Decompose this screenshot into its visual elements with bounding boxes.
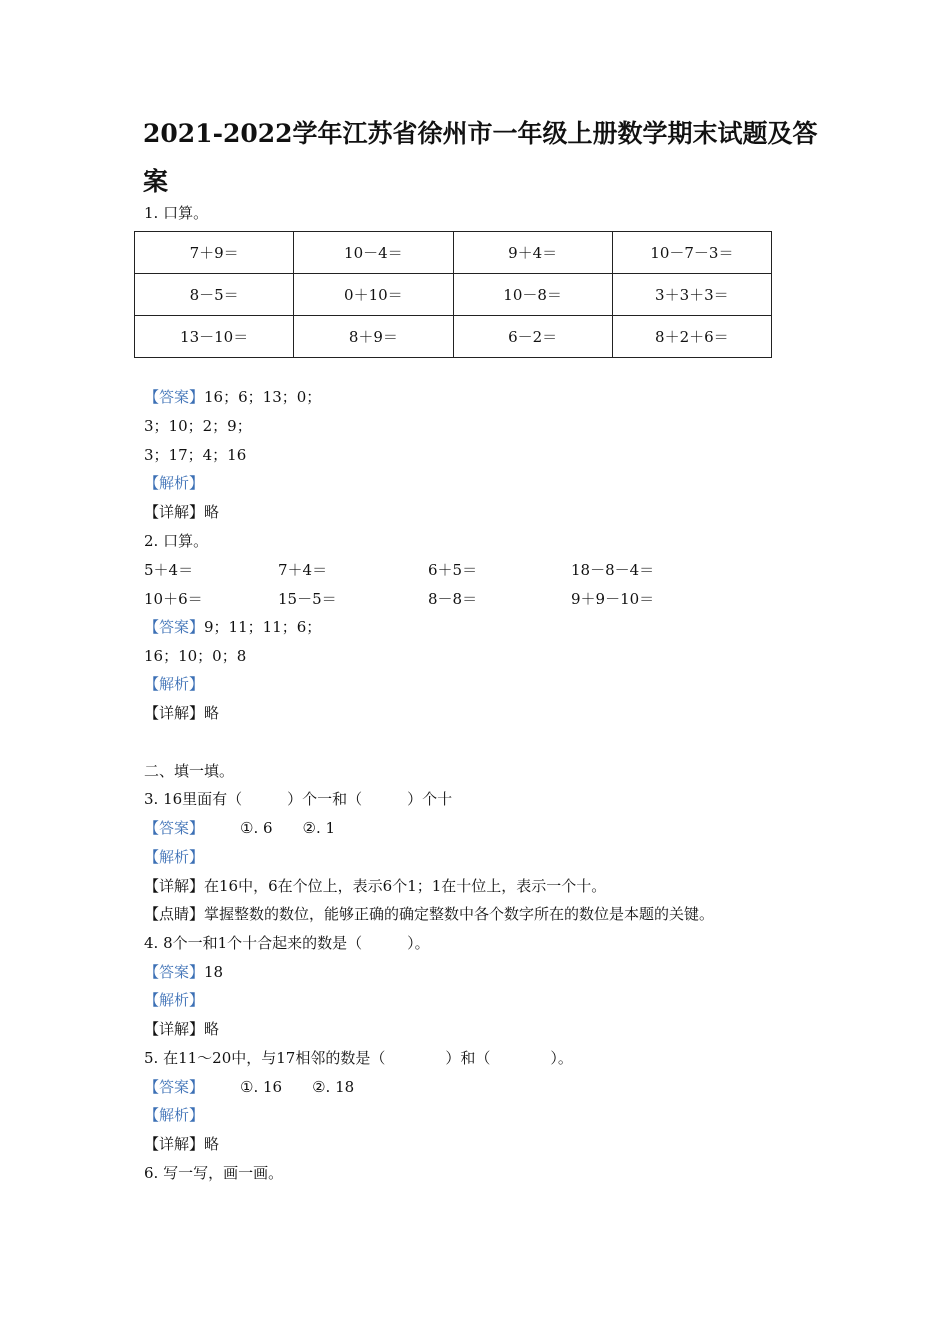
answer-tag: 【答案】 <box>144 388 205 406</box>
answer-tag: 【答案】 <box>144 618 205 636</box>
tip-text: 掌握整数的数位，能够正确的确定整数中各个数字所在的数位是本题的关键。 <box>204 905 715 923</box>
q5-answer <box>144 1077 354 1097</box>
detail-text: 略 <box>204 1020 220 1038</box>
answer-tag: 【答案】 <box>144 963 205 981</box>
q3-label: 3. 16里面有（ ）个一和（ ）个十 <box>144 790 453 808</box>
q1-answer-line3: 3；17；4；16 <box>144 446 247 464</box>
answer-text: ①. 16 ②. 18 <box>240 1078 355 1096</box>
q2-label: 2. 口算。 <box>144 532 209 550</box>
q2-expression: 7＋4＝ <box>278 561 328 579</box>
q2-expression: 5＋4＝ <box>144 561 194 579</box>
table-cell: 3＋3＋3＝ <box>612 274 771 316</box>
q2-row-1 <box>144 560 784 580</box>
q1-analysis-tag: 【解析】 <box>144 474 205 492</box>
q1-detail <box>144 502 219 522</box>
q2-expression: 10＋6＝ <box>144 590 203 608</box>
table-row <box>135 274 772 316</box>
q2-answer <box>144 617 321 637</box>
detail-tag: 【详解】 <box>144 877 205 895</box>
q4-detail <box>144 1019 219 1039</box>
table-cell: 10－7－3＝ <box>612 232 771 274</box>
detail-tag: 【详解】 <box>144 1020 205 1038</box>
q5-detail <box>144 1134 219 1154</box>
detail-text: 略 <box>204 503 220 521</box>
q4-label: 4. 8个一和1个十合起来的数是（ ）。 <box>144 934 430 952</box>
q2-expression: 18－8－4＝ <box>571 561 655 579</box>
q3-analysis-tag: 【解析】 <box>144 848 205 866</box>
q4-analysis-tag: 【解析】 <box>144 991 205 1009</box>
table-row <box>135 232 772 274</box>
detail-tag: 【详解】 <box>144 1135 205 1153</box>
q3-answer <box>144 818 335 838</box>
q3-tip <box>144 904 714 924</box>
q1-label: 1. 口算。 <box>144 204 209 222</box>
q5-label: 5. 在11～20中，与17相邻的数是（ ）和（ ）。 <box>144 1049 573 1067</box>
table-cell: 10－8＝ <box>453 274 612 316</box>
answer-text: 16；6；13；0； <box>204 388 322 406</box>
q2-expression: 9＋9－10＝ <box>571 590 655 608</box>
detail-tag: 【详解】 <box>144 704 205 722</box>
q2-expression: 15－5＝ <box>278 590 337 608</box>
q2-expression: 6＋5＝ <box>428 561 478 579</box>
table-cell: 7＋9＝ <box>135 232 294 274</box>
table-cell: 8－5＝ <box>135 274 294 316</box>
q1-calc-table <box>134 231 772 358</box>
table-cell: 10－4＝ <box>294 232 453 274</box>
q1-answer <box>144 387 321 407</box>
answer-text: ①. 6 ②. 1 <box>240 819 336 837</box>
q2-expression: 8－8＝ <box>428 590 478 608</box>
q2-answer-line2: 16；10；0；8 <box>144 647 247 665</box>
detail-text: 在16中，6在个位上，表示6个1；1在十位上，表示一个十。 <box>204 877 607 895</box>
q6-label: 6. 写一写，画一画。 <box>144 1164 284 1182</box>
table-cell: 6－2＝ <box>453 316 612 358</box>
table-cell: 13－10＝ <box>135 316 294 358</box>
detail-text: 略 <box>204 1135 220 1153</box>
q2-row-2 <box>144 589 784 609</box>
q5-analysis-tag: 【解析】 <box>144 1106 205 1124</box>
document-title: 2021-2022学年江苏省徐州市一年级上册数学期末试题及答案 <box>143 119 818 196</box>
q1-answer-line2: 3；10；2；9； <box>144 417 252 435</box>
q4-answer <box>144 962 223 982</box>
answer-tag: 【答案】 <box>144 819 205 837</box>
table-cell: 0＋10＝ <box>294 274 453 316</box>
q2-analysis-tag: 【解析】 <box>144 675 205 693</box>
table-cell: 8＋9＝ <box>294 316 453 358</box>
answer-text: 18 <box>204 963 224 981</box>
answer-tag: 【答案】 <box>144 1078 205 1096</box>
q3-detail <box>144 876 606 896</box>
table-cell: 8＋2＋6＝ <box>612 316 771 358</box>
tip-tag: 【点睛】 <box>144 905 205 923</box>
answer-text: 9；11；11；6； <box>204 618 322 636</box>
detail-tag: 【详解】 <box>144 503 205 521</box>
detail-text: 略 <box>204 704 220 722</box>
table-row <box>135 316 772 358</box>
q2-detail <box>144 703 219 723</box>
table-cell: 9＋4＝ <box>453 232 612 274</box>
section-heading: 二、填一填。 <box>144 762 235 780</box>
